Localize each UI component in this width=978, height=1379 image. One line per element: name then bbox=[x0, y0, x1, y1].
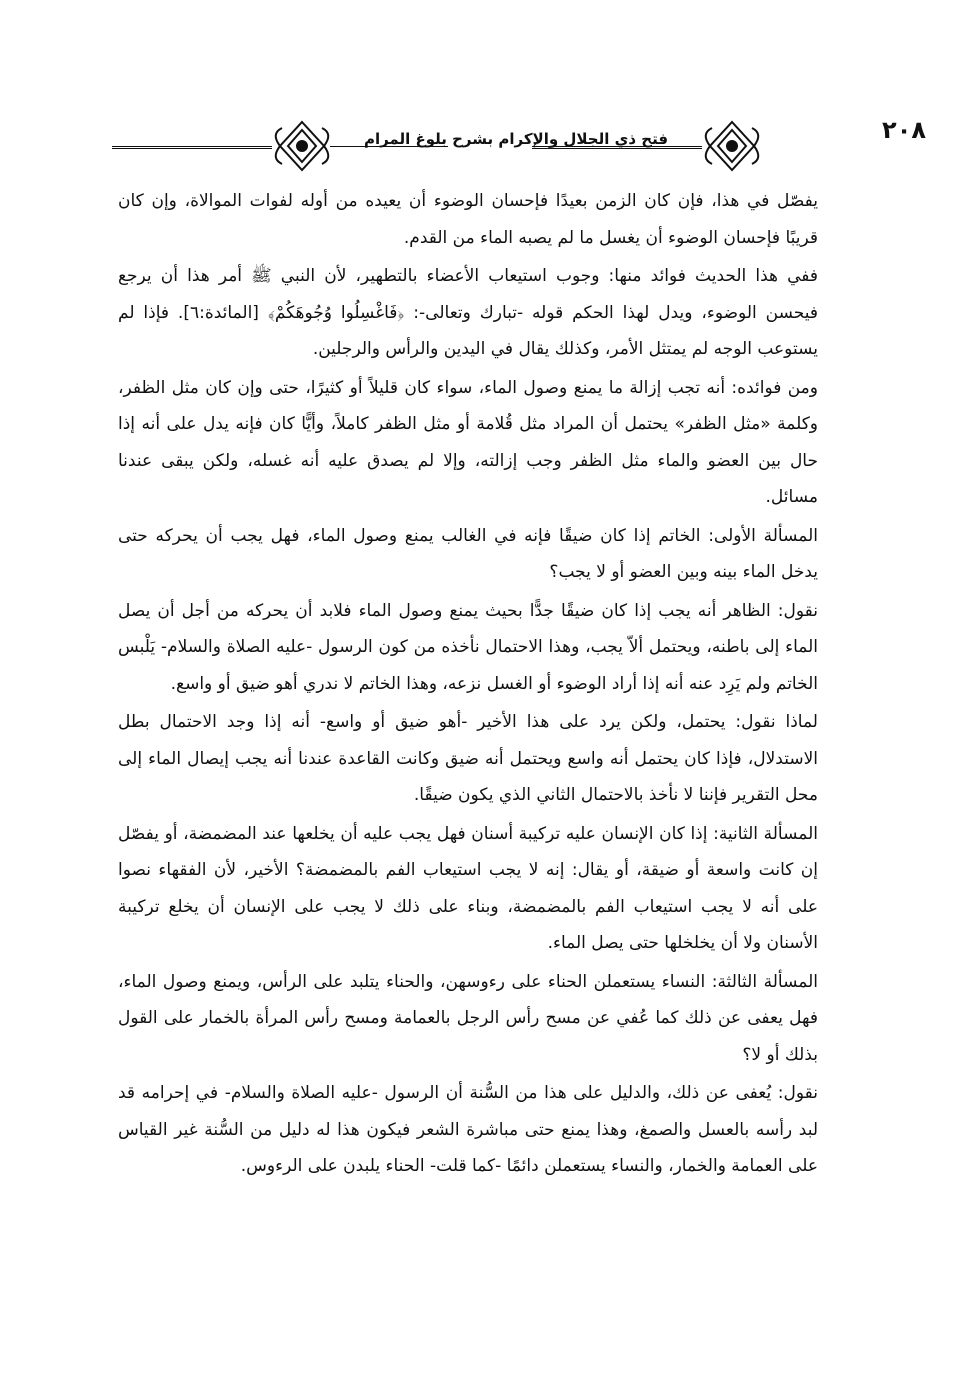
paragraph-6: لماذا نقول: يحتمل، ولكن يرد على هذا الأخير -أهو ضيق أو واسع- أنه إذا وجد الاحتمال بطل الاستدلال، فإذا كان يحتمل أنه واسع ويحتمل أنه ضيق وكانت القاعدة عندنا أنه يجب إيصال الماء إلى محل التقرير فإننا لا نأخذ بالاحتمال الثاني الذي يكون ضيقًا. bbox=[118, 712, 818, 805]
paragraph-4: المسألة الأولى: الخاتم إذا كان ضيقًا فإنه في الغالب يمنع وصول الماء، فهل يجب أن يحركه حتى يدخل الماء بينه وبين العضو أو لا يجب؟ bbox=[118, 525, 818, 582]
header-title: فتح ذي الجلال والإكرام بشرح بلوغ المرام bbox=[363, 130, 669, 148]
ornament-right-icon bbox=[702, 118, 762, 174]
running-header bbox=[112, 110, 926, 180]
page-number: ٢٠٨ bbox=[882, 116, 926, 144]
paragraph-2: ففي هذا الحديث فوائد منها: وجوب استيعاب الأعضاء بالتطهير، لأن النبي ﷺ أمر هذا أن يرجع فيحسن الوضوء، ويدل لهذا الحكم قوله -تبارك وتعالى-: ﴿فَاغْسِلُوا وُجُوهَكُمْ﴾ [المائدة:٦]. فإذا لم يستوعب الوجه لم يمتثل الأمر، وكذلك يقال في اليدين والرأس والرجلين. bbox=[118, 266, 818, 359]
body-text bbox=[118, 183, 818, 1187]
header-rule-left bbox=[112, 146, 272, 149]
ornament-left-icon bbox=[272, 118, 332, 174]
paragraph-7: المسألة الثانية: إذا كان الإنسان عليه تركيبة أسنان فهل يجب عليه أن يخلعها عند المضمضة، أو يفصّل إن كانت واسعة أو ضيقة، أو يقال: إنه لا يجب استيعاب الفم بالمضمضة؟ الأخير، لأن الفقهاء نصوا على أنه لا يجب استيعاب الفم بالمضمضة، وبناء على ذلك لا يجب على الإنسان أن يخلع تركيبة الأسنان ولا أن يخلخلها حتى يصل الماء. bbox=[118, 823, 818, 953]
paragraph-9: نقول: يُعفى عن ذلك، والدليل على هذا من السُّنة أن الرسول -عليه الصلاة والسلام- في إحرامه قد لبد رأسه بالعسل والصمغ، وهذا يمنع حتى مباشرة الشعر فيكون هذا له دليل من السُّنة غير القياس على العمامة والخمار، والنساء يستعملن دائمًا -كما قلت- الحناء يلبدن على الرءوس. bbox=[118, 1083, 818, 1176]
paragraph-5: نقول: الظاهر أنه يجب إذا كان ضيقًا جدًّا بحيث يمنع وصول الماء فلابد أن يحركه من أجل أن يصل الماء إلى باطنه، ويحتمل ألاّ يجب، وهذا الاحتمال نأخذه من كون الرسول -عليه الصلاة والسلام- يَلْبس الخاتم ولم يَرِد عنه أنه إذا أراد الوضوء أو الغسل نزعه، وهذا الخاتم لا ندري أهو ضيق أو واسع. bbox=[118, 600, 818, 694]
header-rule-right bbox=[532, 146, 702, 149]
paragraph-1: يفصّل في هذا، فإن كان الزمن بعيدًا فإحسان الوضوء أن يعيده من أوله لفوات الموالاة، وإن كان قريبًا فإحسان الوضوء أن يغسل ما لم يصبه الماء من القدم. bbox=[118, 191, 818, 248]
paragraph-3: ومن فوائده: أنه تجب إزالة ما يمنع وصول الماء، سواء كان قليلاً أو كثيرًا، حتى وإن كان مثل الظفر، وكلمة «مثل الظفر» يحتمل أن المراد مثل قُلامة أو مثل الظفر كاملاً، وأيًّا كان فإنه يدل على أنه إذا حال بين العضو والماء مثل الظفر وجب إزالته، وإلا لم يصدق عليه أنه غسله، ولكن يبقى عندنا مسائل. bbox=[118, 377, 818, 507]
paragraph-8: المسألة الثالثة: النساء يستعملن الحناء على رءوسهن، والحناء يتلبد على الرأس، ويمنع وصول الماء، فهل يعفى عن ذلك كما عُفي عن مسح رأس الرجل بالعمامة ومسح رأس المرأة بالخمار على القول بذلك أو لا؟ bbox=[118, 971, 818, 1065]
